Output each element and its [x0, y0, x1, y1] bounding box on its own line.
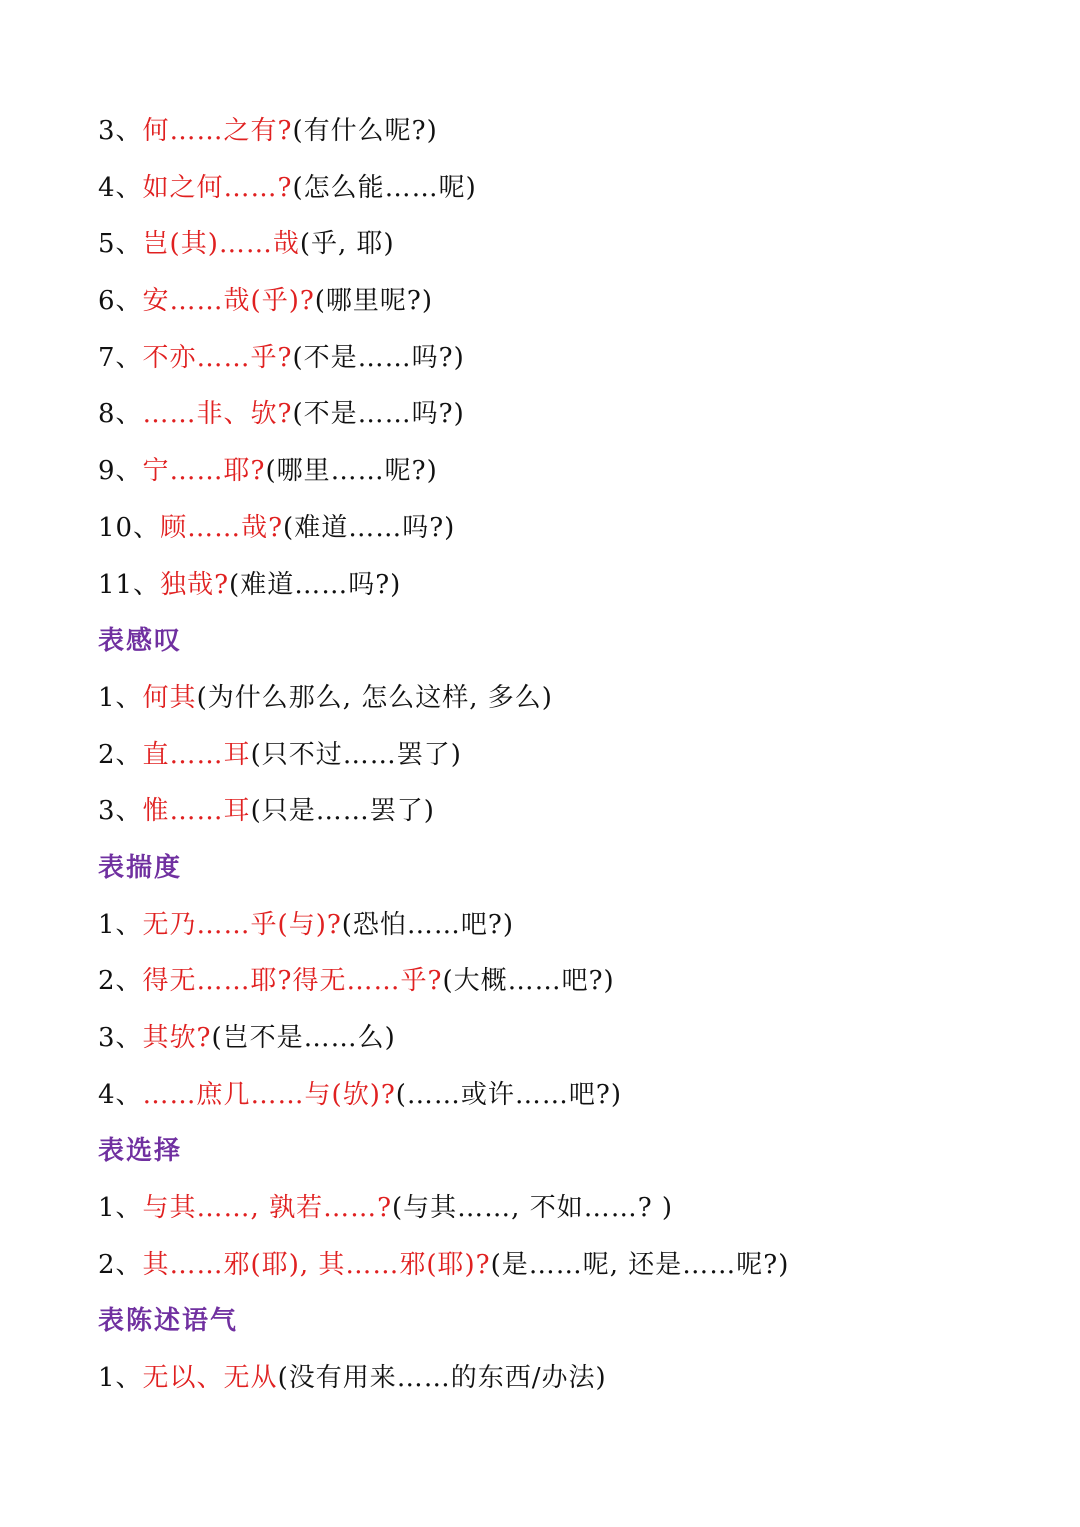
- list-item: [98, 103, 998, 160]
- list-item: [98, 330, 998, 387]
- item-keyword: 惟……耳: [142, 796, 251, 827]
- list-item: [98, 783, 998, 840]
- item-number: 8、: [98, 399, 143, 430]
- item-keyword: 顾……哉?: [160, 512, 284, 543]
- item-gloss: (与其……, 不如……? ): [392, 1193, 674, 1224]
- item-gloss: (恐怕……吧?): [341, 909, 515, 940]
- item-gloss: (只是……罢了): [250, 796, 435, 827]
- item-number: 6、: [98, 286, 143, 317]
- item-keyword: 无乃……乎(与)?: [142, 909, 342, 940]
- item-keyword: 得无……耶?得无……乎?: [142, 966, 443, 997]
- item-gloss: (怎么能……呢): [292, 172, 477, 203]
- item-gloss: (不是……吗?): [292, 342, 465, 373]
- item-keyword: 何其: [142, 682, 197, 713]
- item-gloss: (是……呢, 还是……呢?): [490, 1249, 790, 1280]
- list-item: [98, 897, 998, 954]
- list-item: [98, 670, 998, 727]
- list-item: [98, 443, 998, 500]
- item-gloss: (只不过……罢了): [250, 739, 462, 770]
- item-gloss: (难道……吗?): [283, 512, 456, 543]
- item-number: 4、: [98, 172, 143, 203]
- section-heading-choice: 表选择: [98, 1136, 183, 1167]
- item-keyword: 如之何……?: [142, 172, 293, 203]
- item-number: 3、: [98, 1023, 143, 1053]
- item-gloss: (不是……吗?): [292, 399, 465, 430]
- item-number: 1、: [98, 1363, 143, 1394]
- item-number: 4、: [98, 1079, 143, 1110]
- list-item: [98, 1067, 998, 1124]
- list-item: [98, 216, 998, 273]
- list-item: [98, 1237, 998, 1294]
- item-keyword: 独哉?: [160, 569, 230, 600]
- item-keyword: 其……邪(耶), 其……邪(耶)?: [142, 1249, 491, 1280]
- item-keyword: 何……之有?: [142, 116, 293, 146]
- item-gloss: (有什么呢?): [292, 116, 438, 146]
- item-number: 9、: [98, 456, 143, 487]
- item-number: 10、: [98, 512, 161, 543]
- item-keyword: 不亦……乎?: [142, 342, 293, 373]
- item-number: 3、: [98, 796, 143, 827]
- list-item: [98, 557, 998, 614]
- item-keyword: 宁……耶?: [142, 456, 266, 487]
- item-number: 2、: [98, 966, 143, 997]
- item-keyword: 与其……, 孰若……?: [142, 1193, 393, 1224]
- item-keyword: 安……哉(乎)?: [142, 286, 315, 317]
- item-gloss: (难道……吗?): [229, 569, 402, 600]
- list-item: [98, 727, 998, 784]
- list-item: [98, 953, 998, 1010]
- section-heading-exclamation: 表感叹: [98, 626, 183, 657]
- list-item: [98, 273, 998, 330]
- item-gloss: (岂不是……么): [211, 1023, 396, 1053]
- item-keyword: 直……耳: [142, 739, 251, 770]
- item-number: 1、: [98, 1193, 143, 1224]
- item-keyword: 其欤?: [142, 1023, 212, 1053]
- item-number: 11、: [98, 569, 161, 600]
- item-keyword: ……庶几……与(欤)?: [142, 1079, 396, 1110]
- list-item: [98, 1010, 998, 1067]
- section-heading-declarative: 表陈述语气: [98, 1306, 239, 1337]
- item-keyword: ……非、欤?: [142, 399, 293, 430]
- item-gloss: (哪里……呢?): [265, 456, 438, 487]
- list-item: [98, 500, 998, 557]
- document-body: [98, 103, 998, 1407]
- list-item: [98, 160, 998, 217]
- item-gloss: (乎, 耶): [299, 229, 395, 260]
- item-number: 7、: [98, 342, 143, 373]
- item-gloss: (没有用来……的东西/办法): [277, 1363, 607, 1394]
- item-keyword: 岂(其)……哉: [142, 229, 300, 260]
- item-number: 1、: [98, 682, 143, 713]
- item-gloss: (大概……吧?): [442, 966, 615, 997]
- item-keyword: 无以、无从: [142, 1363, 278, 1394]
- item-number: 2、: [98, 739, 143, 770]
- item-number: 1、: [98, 909, 143, 940]
- list-item: [98, 1350, 998, 1407]
- item-gloss: (为什么那么, 怎么这样, 多么): [196, 682, 553, 713]
- list-item: [98, 1180, 998, 1237]
- item-number: 5、: [98, 229, 143, 260]
- section-heading-conjecture: 表揣度: [98, 852, 183, 883]
- item-gloss: (哪里呢?): [314, 286, 434, 317]
- item-number: 2、: [98, 1249, 143, 1280]
- item-number: 3、: [98, 116, 143, 146]
- item-gloss: (……或许……吧?): [395, 1079, 623, 1110]
- list-item: [98, 386, 998, 443]
